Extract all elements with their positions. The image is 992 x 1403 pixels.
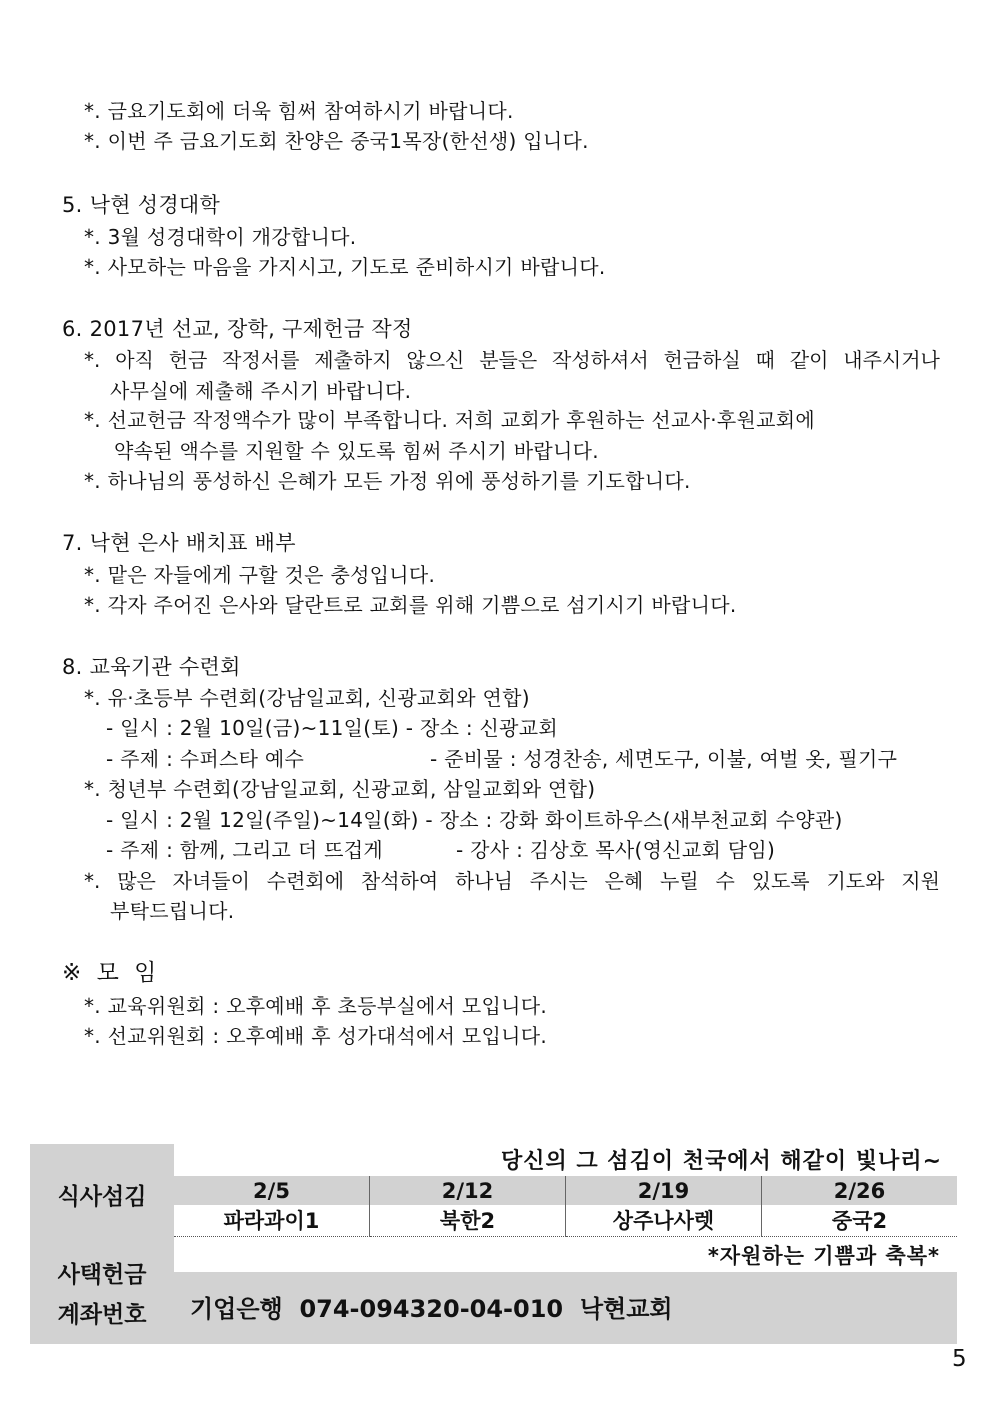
word: 작정서를 [222, 348, 300, 372]
notice-line-cont: 사무실에 제출해 주시기 바랍니다. [110, 379, 412, 403]
notice-line: *. 3월 성경대학이 개강합니다. [84, 225, 357, 249]
word: 작성하셔서 [552, 348, 649, 372]
section-title: 8. 교육기관 수련회 [62, 655, 241, 679]
justified-text [84, 346, 940, 374]
group-cell: 파라과이1 [174, 1206, 370, 1237]
notice-line: *. 선교위원회 : 오후예배 후 성가대석에서 모입니다. [84, 1024, 547, 1048]
detail-line: - 준비물 : 성경찬송, 세면도구, 이불, 여벌 옷, 필기구 [430, 747, 898, 771]
notice-line: *. 하나님의 풍성하신 은혜가 모든 가정 위에 풍성하기를 기도합니다. [84, 469, 691, 493]
word: 누릴 [660, 869, 699, 893]
date-cell: 2/19 [566, 1176, 762, 1206]
word: 않으신 [406, 348, 465, 372]
word: 같이 [789, 348, 829, 372]
section-title: ※ 모 임 [62, 960, 161, 986]
account-label: 계좌번호 [57, 1302, 147, 1328]
notice-line: *. 맡은 자들에게 구할 것은 충성입니다. [84, 563, 436, 587]
justified-text [84, 867, 940, 895]
word: 지원 [901, 869, 940, 893]
date-cell: 2/26 [833, 1179, 886, 1203]
notice-line [84, 346, 940, 374]
word: 아직 [115, 348, 154, 372]
group-cell: 중국2 [762, 1206, 957, 1237]
offering-footer [30, 1144, 957, 1344]
word: 많은 [117, 869, 156, 893]
word: 참석하여 [360, 869, 439, 893]
group-cell: 상주나사렛 [566, 1206, 762, 1237]
notice-line: *. 이번 주 금요기도회 찬양은 중국1목장(한선생) 입니다. [84, 129, 589, 153]
notice-line-cont: 약속된 액수를 지원할 수 있도록 힘써 주시기 바랍니다. [114, 439, 599, 463]
notice-line: *. 금요기도회에 더욱 힘써 참여하시기 바랍니다. [84, 99, 514, 123]
detail-line: - 주제 : 함께, 그리고 더 뜨겁게 [106, 838, 383, 862]
word: 하나님 [454, 869, 513, 893]
section-title: 6. 2017년 선교, 장학, 구제헌금 작정 [62, 317, 413, 341]
word: 헌금하실 [663, 348, 741, 372]
word: 자녀들이 [172, 869, 250, 893]
group-cell: 북한2 [370, 1206, 566, 1237]
notice-line: *. 교육위원회 : 오후예배 후 초등부실에서 모입니다. [84, 994, 547, 1018]
notice-line: *. 유·초등부 수련회(강남일교회, 신광교회와 연합) [84, 686, 530, 710]
date-cell: 2/12 [370, 1176, 566, 1206]
notice-line: *. 선교헌금 작정액수가 많이 부족합니다. 저희 교회가 후원하는 선교사·후원교회에 [84, 408, 815, 432]
offering-note: *자원하는 기쁨과 축복* [707, 1244, 940, 1268]
word: 있도록 [751, 869, 810, 893]
notice-line [84, 867, 940, 895]
word: 수련회에 [266, 869, 345, 893]
word: *. [84, 869, 101, 893]
word: 수 [715, 869, 735, 893]
word: *. [84, 348, 101, 372]
parsonage-offering-label: 사택헌금 [57, 1262, 147, 1288]
detail-line: - 일시 : 2월 12일(주일)~14일(화) - 장소 : 강화 화이트하우스(새부천교회 수양관) [106, 808, 843, 832]
word: 은혜 [604, 869, 644, 893]
notice-line: *. 각자 주어진 은사와 달란트로 교회를 위해 기쁨으로 섬기시기 바랍니다. [84, 593, 737, 617]
date-cell: 2/5 [174, 1176, 370, 1206]
word: 내주시거나 [843, 348, 940, 372]
section-title: 7. 낙현 은사 배치표 배부 [62, 531, 296, 555]
slogan: 당신의 그 섬김이 천국에서 해같이 빛나리~ [500, 1149, 942, 1174]
detail-line: - 일시 : 2월 10일(금)~11일(토) - 장소 : 신광교회 [106, 716, 559, 740]
word: 주시는 [529, 869, 588, 893]
word: 헌금 [168, 348, 208, 372]
word: 제출하지 [314, 348, 392, 372]
detail-line: - 강사 : 김상호 목사(영신교회 담임) [456, 838, 776, 862]
word: 때 [755, 348, 775, 372]
page-number: 5 [952, 1346, 967, 1372]
word: 기도와 [826, 869, 885, 893]
bank-account: 기업은행 074-094320-04-010 낙현교회 [190, 1295, 673, 1323]
notice-line-cont: 부탁드립니다. [110, 899, 235, 923]
meal-service-label: 식사섬김 [57, 1184, 147, 1210]
detail-line: - 주제 : 수퍼스타 예수 [106, 747, 305, 771]
section-title: 5. 낙현 성경대학 [62, 193, 221, 217]
word: 분들은 [479, 348, 538, 372]
notice-line: *. 사모하는 마음을 가지시고, 기도로 준비하시기 바랍니다. [84, 255, 606, 279]
notice-line: *. 청년부 수련회(강남일교회, 신광교회, 삼일교회와 연합) [84, 777, 596, 801]
